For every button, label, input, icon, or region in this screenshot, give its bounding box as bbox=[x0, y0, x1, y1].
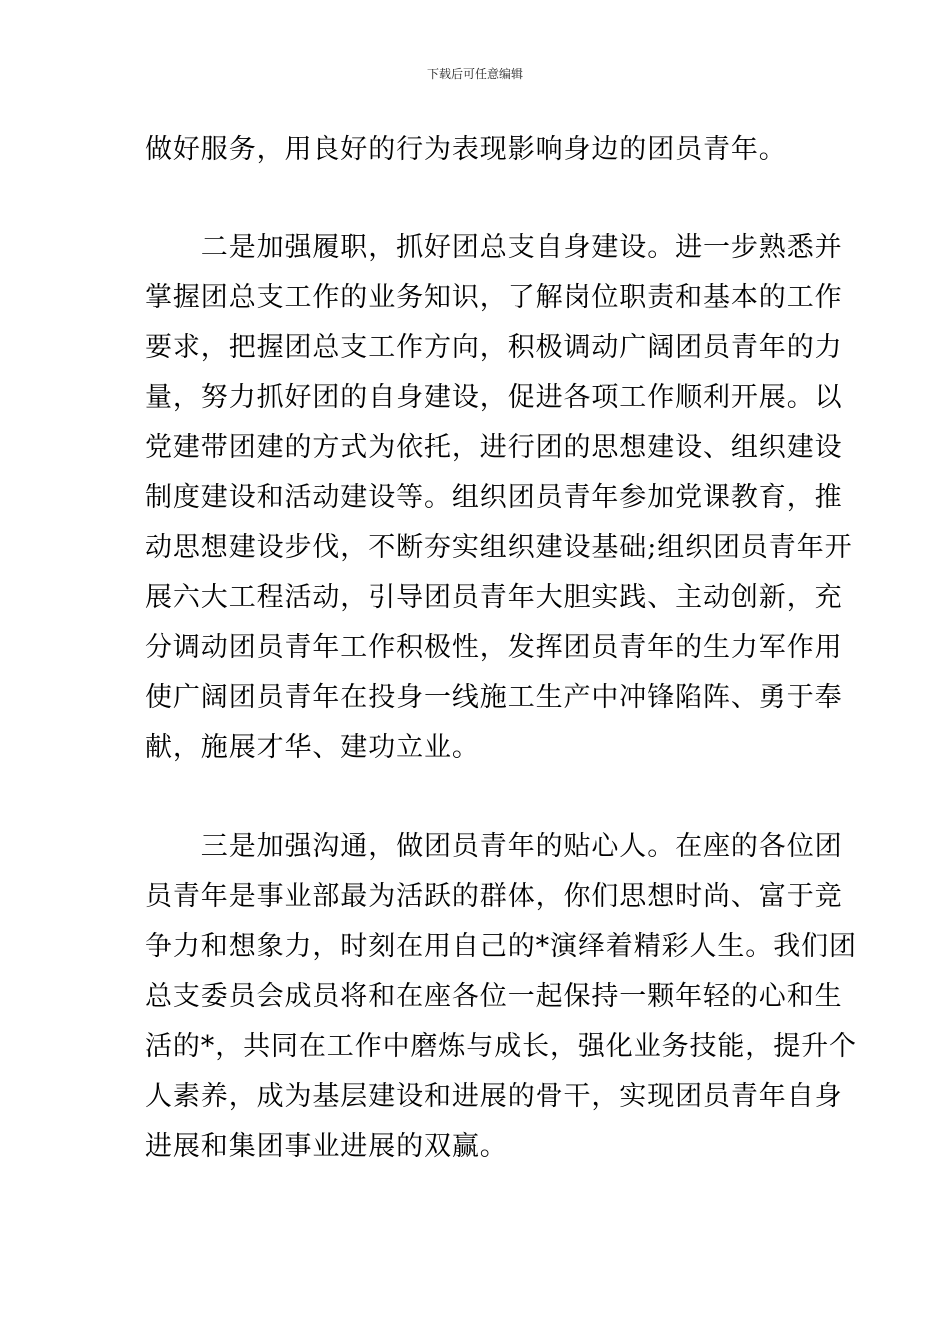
paragraph-3-line: 活的*，共同在工作中磨炼与成长，强化业务技能，提升个 bbox=[145, 1031, 857, 1062]
paragraph-2-line: 动思想建设步伐，不断夯实组织建设基础;组织团员青年开 bbox=[145, 532, 853, 563]
paragraph-2-line: 党建带团建的方式为依托，进行团的思想建设、组织建设 bbox=[145, 432, 843, 463]
page-header-note: 下载后可任意编辑 bbox=[426, 67, 523, 81]
paragraph-2-line: 使广阔团员青年在投身一线施工生产中冲锋陷阵、勇于奉 bbox=[145, 682, 843, 713]
paragraph-3-line: 争力和想象力，时刻在用自己的*演绎着精彩人生。我们团 bbox=[145, 931, 857, 962]
paragraph-2-line: 展六大工程活动，引导团员青年大胆实践、主动创新，充 bbox=[145, 582, 843, 613]
paragraph-2-line: 二是加强履职，抓好团总支自身建设。进一步熟悉并 bbox=[145, 232, 843, 263]
paragraph-2-line: 分调动团员青年工作积极性，发挥团员青年的生力军作用 bbox=[145, 632, 843, 663]
paragraph-3-line: 总支委员会成员将和在座各位一起保持一颗年轻的心和生 bbox=[145, 981, 843, 1012]
paragraph-2-line: 制度建设和活动建设等。组织团员青年参加党课教育，推 bbox=[145, 482, 843, 513]
paragraph-3-line: 进展和集团事业进展的双赢。 bbox=[145, 1131, 508, 1162]
paragraph-3-line: 人素养，成为基层建设和进展的骨干，实现团员青年自身 bbox=[145, 1081, 843, 1112]
paragraph-3-line: 员青年是事业部最为活跃的群体，你们思想时尚、富于竞 bbox=[145, 881, 843, 912]
paragraph-2-line: 献，施展才华、建功立业。 bbox=[145, 732, 480, 763]
paragraph-2-line: 掌握团总支工作的业务知识，了解岗位职责和基本的工作 bbox=[145, 282, 843, 313]
paragraph-2-line: 量，努力抓好团的自身建设，促进各项工作顺利开展。以 bbox=[145, 382, 843, 413]
paragraph-1-line: 做好服务，用良好的行为表现影响身边的团员青年。 bbox=[145, 134, 787, 165]
paragraph-3-line: 三是加强沟通，做团员青年的贴心人。在座的各位团 bbox=[145, 831, 843, 862]
paragraph-2-line: 要求，把握团总支工作方向，积极调动广阔团员青年的力 bbox=[145, 332, 843, 363]
